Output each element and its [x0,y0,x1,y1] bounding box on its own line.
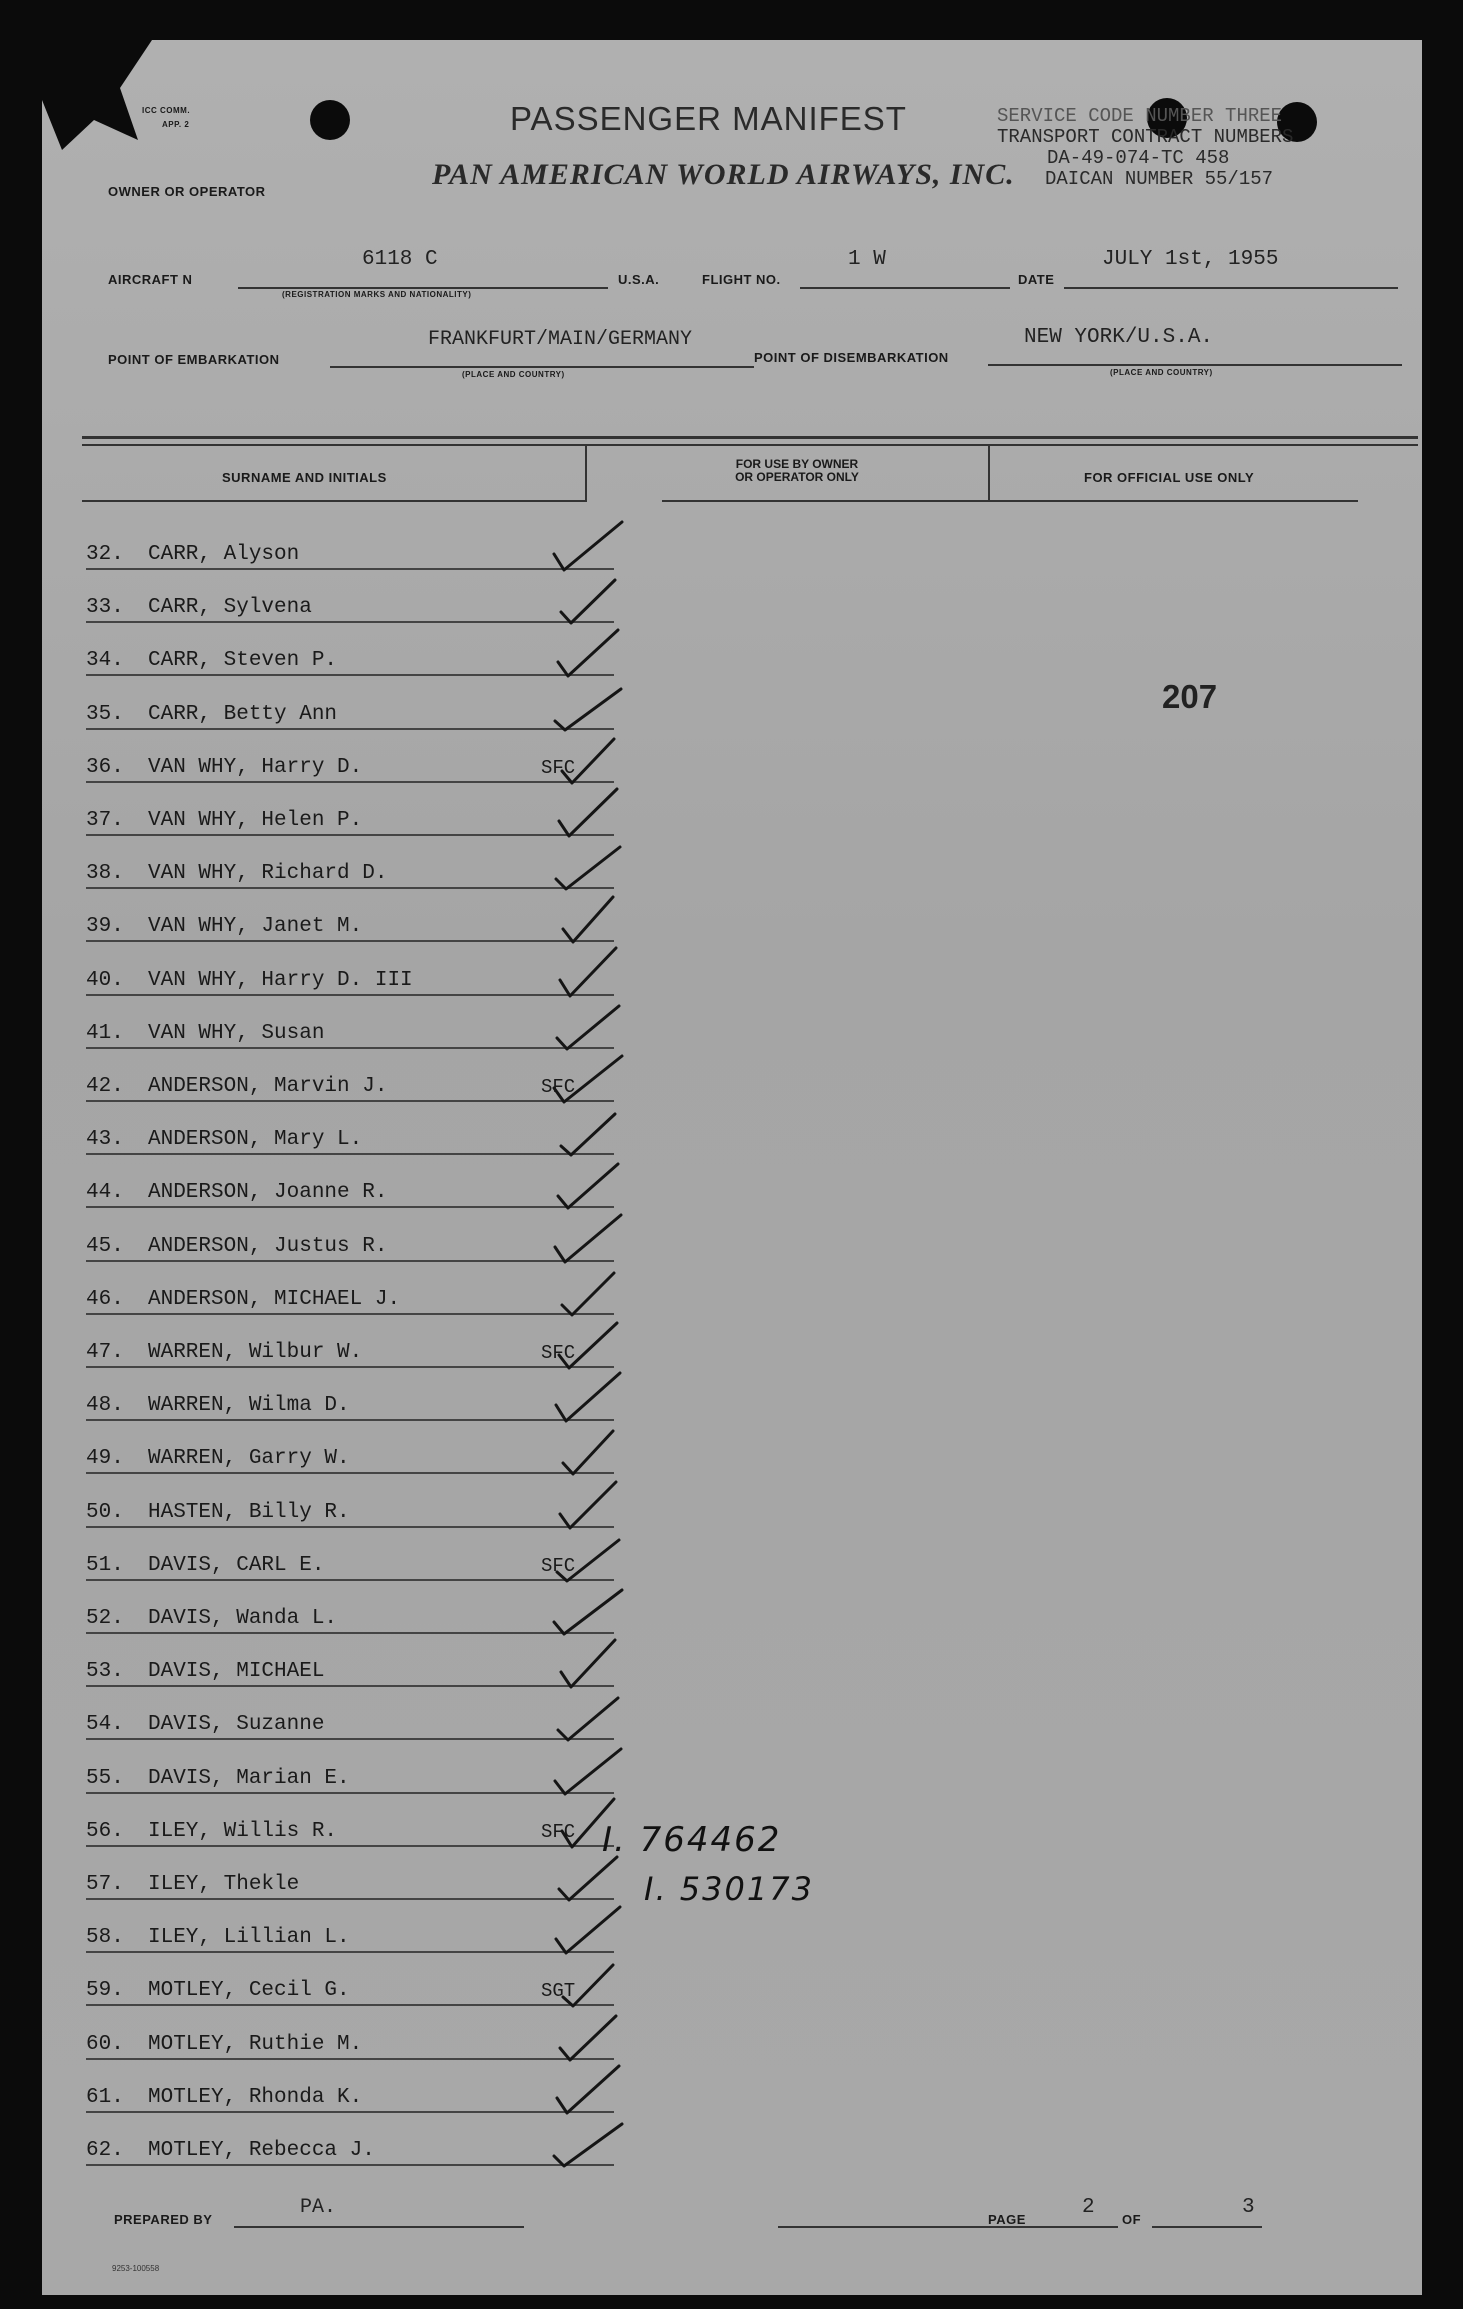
check-mark-icon [550,571,632,631]
check-mark-icon [550,1635,632,1695]
passenger-name: ILEY, Lillian L. [148,1926,350,1949]
passenger-number: 57. [86,1873,124,1896]
check-mark-icon [550,890,632,950]
check-mark-icon [550,1050,632,1110]
of-value: 3 [1242,2196,1255,2219]
embark-line [330,366,754,368]
service-line-1: SERVICE CODE NUMBER THREE [997,105,1283,127]
manifest-page [42,40,1422,2295]
passenger-name: ILEY, Thekle [148,1873,300,1896]
aircraft-value: 6118 C [362,248,438,271]
check-mark-icon [550,1156,632,1216]
check-mark-icon [550,731,632,791]
passenger-number: 58. [86,1926,124,1949]
passenger-row [86,1488,614,1528]
check-mark-icon [550,2008,632,2068]
passenger-number: 47. [86,1341,124,1364]
passenger-name: VAN WHY, Richard D. [148,862,388,885]
passenger-name: VAN WHY, Janet M. [148,915,363,938]
col-header-owner [687,458,907,484]
passenger-row [86,1594,614,1634]
check-mark-icon [550,1582,632,1642]
header-under-col1 [82,500,586,502]
col-header-official: FOR OFFICIAL USE ONLY [1084,470,1255,485]
passenger-row [86,796,614,836]
check-mark-icon [550,1795,632,1855]
check-mark-icon [550,1316,632,1376]
passenger-name: WARREN, Wilbur W. [148,1341,363,1364]
passenger-name: DAVIS, Suzanne [148,1713,325,1736]
page-label: PAGE [988,2212,1026,2227]
passenger-number: 52. [86,1607,124,1630]
form-code: 9253-100558 [112,2264,160,2273]
header-under-col2 [662,500,988,502]
passenger-name: ANDERSON, Justus R. [148,1235,388,1258]
date-line [1064,287,1398,289]
check-mark-icon [550,1210,632,1270]
check-mark-icon [550,997,632,1057]
passenger-row [86,2073,614,2113]
owner-label: OWNER OR OPERATOR [108,184,266,199]
passenger-name: ANDERSON, MICHAEL J. [148,1288,401,1311]
passenger-row [86,530,614,570]
passenger-number: 41. [86,1022,124,1045]
check-mark-icon [550,624,632,684]
passenger-row [86,849,614,889]
passenger-number: 48. [86,1394,124,1417]
passenger-name: VAN WHY, Susan [148,1022,325,1045]
passenger-number: 60. [86,2033,124,2056]
passenger-rank: SFC [541,1821,576,1843]
passenger-number: 55. [86,1767,124,1790]
passenger-row [86,1168,614,1208]
passenger-number: 43. [86,1128,124,1151]
torn-corner [42,40,162,150]
passenger-number: 50. [86,1501,124,1524]
passenger-number: 54. [86,1713,124,1736]
passenger-number: 56. [86,1820,124,1843]
prepared-line [234,2226,524,2228]
passenger-name: CARR, Steven P. [148,649,338,672]
official-number: 207 [1162,678,1218,715]
aircraft-line [238,287,608,289]
check-mark-icon [550,1369,632,1429]
embark-value: FRANKFURT/MAIN/GERMANY [428,328,693,351]
passenger-row [86,1062,614,1102]
flight-value: 1 W [848,248,886,271]
disembark-label: POINT OF DISEMBARKATION [754,350,949,365]
passenger-name: MOTLEY, Rhonda K. [148,2086,363,2109]
of-label: OF [1122,2212,1142,2227]
passenger-number: 40. [86,969,124,992]
passenger-number: 42. [86,1075,124,1098]
passenger-rank: SGT [541,1980,576,2002]
passenger-row [86,1541,614,1581]
passenger-name: DAVIS, CARL E. [148,1554,325,1577]
passenger-number: 35. [86,703,124,726]
hand-note-1: I. 764462 [602,1820,782,1860]
prepared-value: PA. [300,2196,337,2219]
header-under-col3 [988,500,1358,502]
passenger-number: 32. [86,543,124,566]
passenger-row [86,1328,614,1368]
passenger-name: WARREN, Garry W. [148,1447,350,1470]
check-mark-icon [550,1263,632,1323]
check-mark-icon [550,1742,632,1802]
passenger-name: CARR, Betty Ann [148,703,338,726]
passenger-name: MOTLEY, Cecil G. [148,1979,350,2002]
passenger-row [86,743,614,783]
place-note-embark: (PLACE AND COUNTRY) [462,370,565,379]
passenger-row [86,1434,614,1474]
passenger-name: WARREN, Wilma D. [148,1394,350,1417]
check-mark-icon [550,1688,632,1748]
date-value: JULY 1st, 1955 [1102,248,1279,271]
passenger-number: 33. [86,596,124,619]
passenger-row [86,1860,614,1900]
passenger-name: MOTLEY, Ruthie M. [148,2033,363,2056]
flight-line [800,287,1010,289]
passenger-name: DAVIS, Marian E. [148,1767,350,1790]
registration-note: (REGISTRATION MARKS AND NATIONALITY) [282,290,472,299]
passenger-name: CARR, Alyson [148,543,300,566]
passenger-row [86,956,614,996]
service-line-3: DA-49-074-TC 458 [1047,147,1230,169]
check-mark-icon [550,1529,632,1589]
service-line-4: DAICAN NUMBER 55/157 [1045,168,1274,190]
passenger-number: 49. [86,1447,124,1470]
check-mark-icon [550,1901,632,1961]
passenger-name: VAN WHY, Harry D. III [148,969,413,992]
passenger-number: 61. [86,2086,124,2109]
passenger-rank: SFC [541,757,576,779]
check-mark-icon [550,1476,632,1536]
check-mark-icon [550,1848,632,1908]
airline-name: PAN AMERICAN WORLD AIRWAYS, INC. [432,158,1015,191]
table-top-rule-2 [82,444,1418,446]
disembark-line [988,364,1402,366]
col-divider-1 [585,446,587,502]
passenger-row [86,583,614,623]
passenger-row [86,1807,614,1847]
passenger-row [86,1700,614,1740]
passenger-row [86,1009,614,1049]
passenger-number: 44. [86,1181,124,1204]
check-mark-icon [550,1954,632,2014]
passenger-name: HASTEN, Billy R. [148,1501,350,1524]
form-ref-line1: ICC COMM. [142,106,191,115]
col-divider-2 [988,446,990,502]
passenger-row [86,2126,614,2166]
col-header-surname: SURNAME AND INITIALS [222,470,387,485]
passenger-number: 51. [86,1554,124,1577]
form-ref-line2: APP. 2 [162,120,190,129]
passenger-row [86,690,614,730]
check-mark-icon [550,678,632,738]
place-note-disembark: (PLACE AND COUNTRY) [1110,368,1213,377]
passenger-number: 36. [86,756,124,779]
check-mark-icon [550,2061,632,2121]
passenger-rank: SFC [541,1555,576,1577]
passenger-number: 53. [86,1660,124,1683]
passenger-name: VAN WHY, Harry D. [148,756,363,779]
passenger-name: CARR, Sylvena [148,596,312,619]
embark-label: POINT OF EMBARKATION [108,352,280,367]
passenger-row [86,1275,614,1315]
passenger-row [86,902,614,942]
passenger-number: 59. [86,1979,124,2002]
col-header-owner-line2: OR OPERATOR ONLY [735,470,859,484]
passenger-name: ANDERSON, Joanne R. [148,1181,388,1204]
check-mark-icon [550,2114,632,2174]
passenger-number: 34. [86,649,124,672]
punch-hole-left [310,100,350,140]
passenger-row [86,1913,614,1953]
passenger-row [86,1115,614,1155]
passenger-number: 38. [86,862,124,885]
passenger-rank: SFC [541,1342,576,1364]
passenger-name: ILEY, Willis R. [148,1820,338,1843]
col-header-owner-line1: FOR USE BY OWNER [735,457,859,471]
date-label: DATE [1018,272,1055,287]
passenger-row [86,636,614,676]
table-top-rule-1 [82,436,1418,439]
service-block [997,106,1293,190]
check-mark-icon [550,944,632,1004]
check-mark-icon [550,1422,632,1482]
passenger-row [86,1754,614,1794]
passenger-name: ANDERSON, Marvin J. [148,1075,388,1098]
aircraft-label: AIRCRAFT N [108,272,193,287]
check-mark-icon [550,518,632,578]
passenger-name: DAVIS, MICHAEL [148,1660,325,1683]
passenger-number: 37. [86,809,124,832]
passenger-number: 62. [86,2139,124,2162]
disembark-value: NEW YORK/U.S.A. [1024,326,1214,349]
check-mark-icon [550,1103,632,1163]
page-line [1038,2226,1118,2228]
passenger-row [86,1647,614,1687]
passenger-number: 46. [86,1288,124,1311]
passenger-row [86,1966,614,2006]
of-line [1152,2226,1262,2228]
passenger-row [86,1381,614,1421]
passenger-row [86,2020,614,2060]
passenger-rank: SFC [541,1076,576,1098]
country-label: U.S.A. [618,272,660,287]
hand-note-2: I. 530173 [644,1870,814,1908]
passenger-name: VAN WHY, Helen P. [148,809,363,832]
check-mark-icon [550,837,632,897]
passenger-row [86,1222,614,1262]
check-mark-icon [550,784,632,844]
passenger-number: 39. [86,915,124,938]
flight-label: FLIGHT NO. [702,272,781,287]
page-value: 2 [1082,2196,1095,2219]
passenger-name: MOTLEY, Rebecca J. [148,2139,375,2162]
passenger-number: 45. [86,1235,124,1258]
passenger-name: ANDERSON, Mary L. [148,1128,363,1151]
service-line-2: TRANSPORT CONTRACT NUMBERS [997,126,1294,148]
manifest-title: PASSENGER MANIFEST [510,100,907,137]
passenger-name: DAVIS, Wanda L. [148,1607,338,1630]
prepared-label: PREPARED BY [114,2212,213,2227]
